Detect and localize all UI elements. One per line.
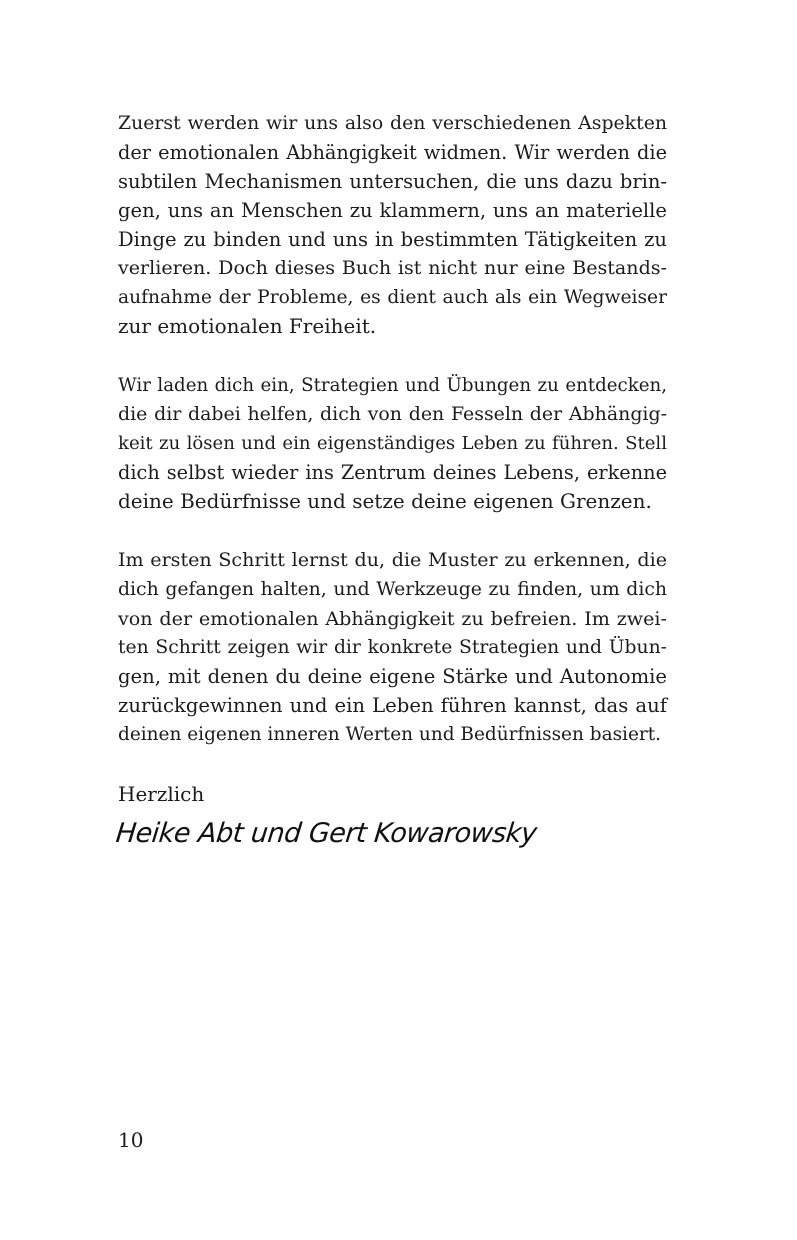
text-line: Wir laden dich ein, Strategien und Übungen zu entdecken, — [118, 375, 667, 396]
text-line: von der emotionalen Abhängigkeit zu befreien. Im zwei- — [118, 607, 667, 630]
text-line: deinen eigenen inneren Werten und Bedürfnissen basiert. — [118, 724, 662, 745]
text-line: dich gefangen halten, und Werkzeuge zu finden, um dich — [118, 579, 667, 600]
text-line: keit zu lösen und ein eigenständiges Leben zu führen. Stell — [118, 433, 667, 454]
text-line: Dinge zu binden und uns in bestimmten Tätigkeiten zu — [118, 228, 667, 251]
text-line: Zuerst werden wir uns also den verschiedenen Aspekten — [118, 112, 667, 134]
text-line: verlieren. Doch dieses Buch ist nicht nur eine Bestands- — [118, 257, 667, 279]
closing-greeting: Herzlich — [118, 782, 205, 806]
text-line: aufnahme der Probleme, es dient auch als ein Wegweiser — [118, 287, 667, 308]
text-line: zurückgewinnen und ein Leben führen kannst, das auf — [118, 694, 667, 717]
page-number: 10 — [118, 1128, 144, 1152]
paragraph-1 — [118, 109, 667, 341]
text-line: die dir dabei helfen, dich von den Fesseln der Abhängig- — [118, 403, 667, 425]
text-line: Im ersten Schritt lernst du, die Muster zu erkennen, die — [118, 549, 667, 571]
text-line: dich selbst wieder ins Zentrum deines Lebens, erkenne — [118, 461, 667, 484]
paragraph-3 — [118, 546, 667, 749]
text-line: zur emotionalen Freiheit. — [118, 314, 377, 338]
text-line: deine Bedürfnisse und setze deine eigenen Grenzen. — [118, 489, 652, 513]
text-line: gen, uns an Menschen zu klammern, uns an materielle — [118, 199, 667, 222]
closing-block — [118, 780, 667, 809]
handwritten-signature: Heike Abt und Gert Kowarowsky — [114, 818, 539, 849]
text-line: gen, mit denen du deine eigene Stärke und Autonomie — [118, 665, 667, 688]
text-line: der emotionalen Abhängigkeit widmen. Wir werden die — [118, 141, 667, 164]
paragraph-2 — [118, 371, 667, 516]
text-line: subtilen Mechanismen untersuchen, die uns dazu brin- — [118, 170, 667, 193]
text-line: ten Schritt zeigen wir dir konkrete Strategien und Übun- — [118, 637, 667, 658]
